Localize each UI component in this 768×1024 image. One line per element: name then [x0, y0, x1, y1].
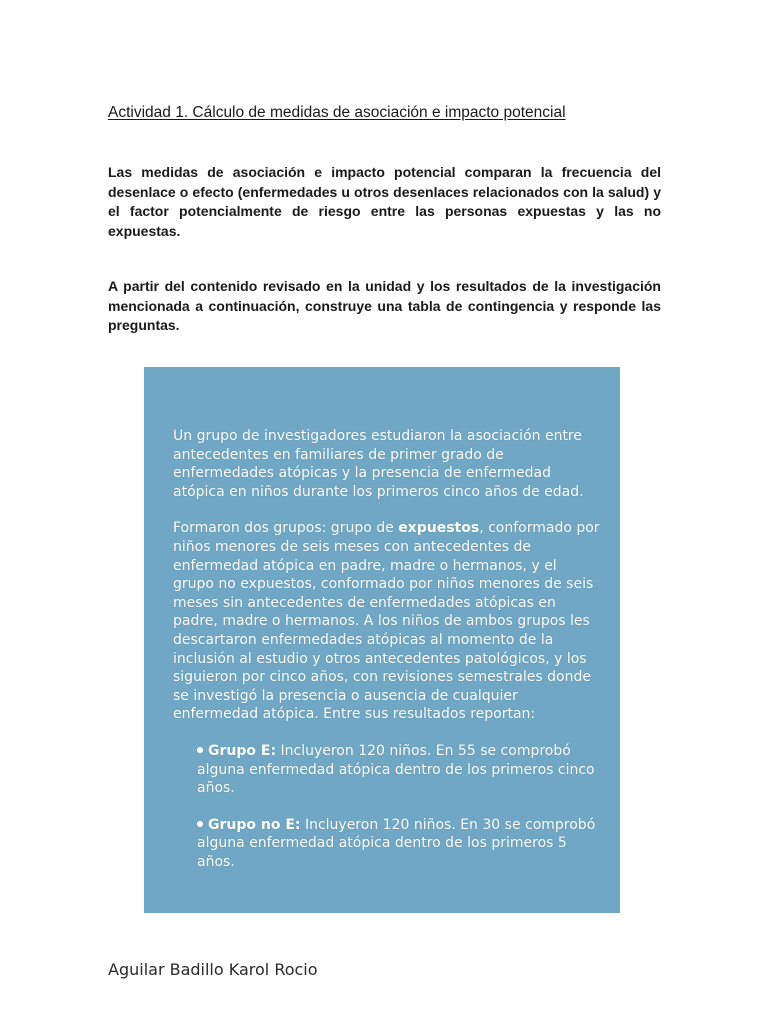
case-paragraph-groups	[173, 519, 600, 724]
results-list	[173, 742, 600, 872]
results-item-label: Grupo no E:	[208, 816, 301, 833]
results-item-label: Grupo E:	[208, 742, 277, 759]
bullet-icon	[197, 821, 203, 827]
results-item-text: Incluyeron 120 niños. En 55 se comprobó alguna enfermedad atópica dentro de los primeros cinco años.	[197, 742, 595, 797]
footer-author: Aguilar Badillo Karol Rocio	[108, 960, 318, 979]
activity-title: Actividad 1. Cálculo de medidas de asociación e impacto potencial	[108, 104, 566, 121]
results-item-exposed	[197, 742, 600, 798]
exposed-keyword: expuestos	[398, 520, 480, 537]
intro-paragraph-definition: Las medidas de asociación e impacto potencial comparan la frecuencia del desenlace o efecto (enfermedades u otros desenlaces relacionados con la salud) y el factor potencialmente de riesgo entre las personas expuestas y las no expuestas.	[108, 164, 661, 239]
case-paragraph-study: Un grupo de investigadores estudiaron la asociación entre antecedentes en familiares de primer grado de enfermedades atópicas y la presencia de enfermedad atópica en niños durante los primeros cinco años de edad.	[173, 428, 584, 500]
intro-paragraph-instructions: A partir del contenido revisado en la unidad y los resultados de la investigación mencionada a continuación, construye una tabla de contingencia y responde las preguntas.	[108, 278, 661, 333]
bullet-icon	[197, 747, 203, 753]
results-item-text: Incluyeron 120 niños. En 30 se comprobó alguna enfermedad atópica dentro de los primeros 5 años.	[197, 816, 596, 870]
results-item-unexposed	[197, 816, 600, 872]
case-paragraph-groups-start: Formaron dos grupos: grupo de	[173, 520, 399, 537]
case-paragraph-groups-rest: , conformado por niños menores de seis meses con antecedentes de enfermedad atópica en padre, madre o hermanos, y el grupo no expuestos, conformado por niños menores de seis meses sin antecedentes de enfermedades atópicas en padre, madre o hermanos. A los niños de ambos grupos les descartaron enfermedades atópicas al momento de la inclusión al estudio y otros antecedentes patológicos, y los siguieron por cinco años, con revisiones semestrales donde se investigó la presencia o ausencia de cualquier enfermedad atópica. Entre sus resultados reportan:	[173, 520, 600, 723]
case-description-box	[144, 367, 620, 913]
